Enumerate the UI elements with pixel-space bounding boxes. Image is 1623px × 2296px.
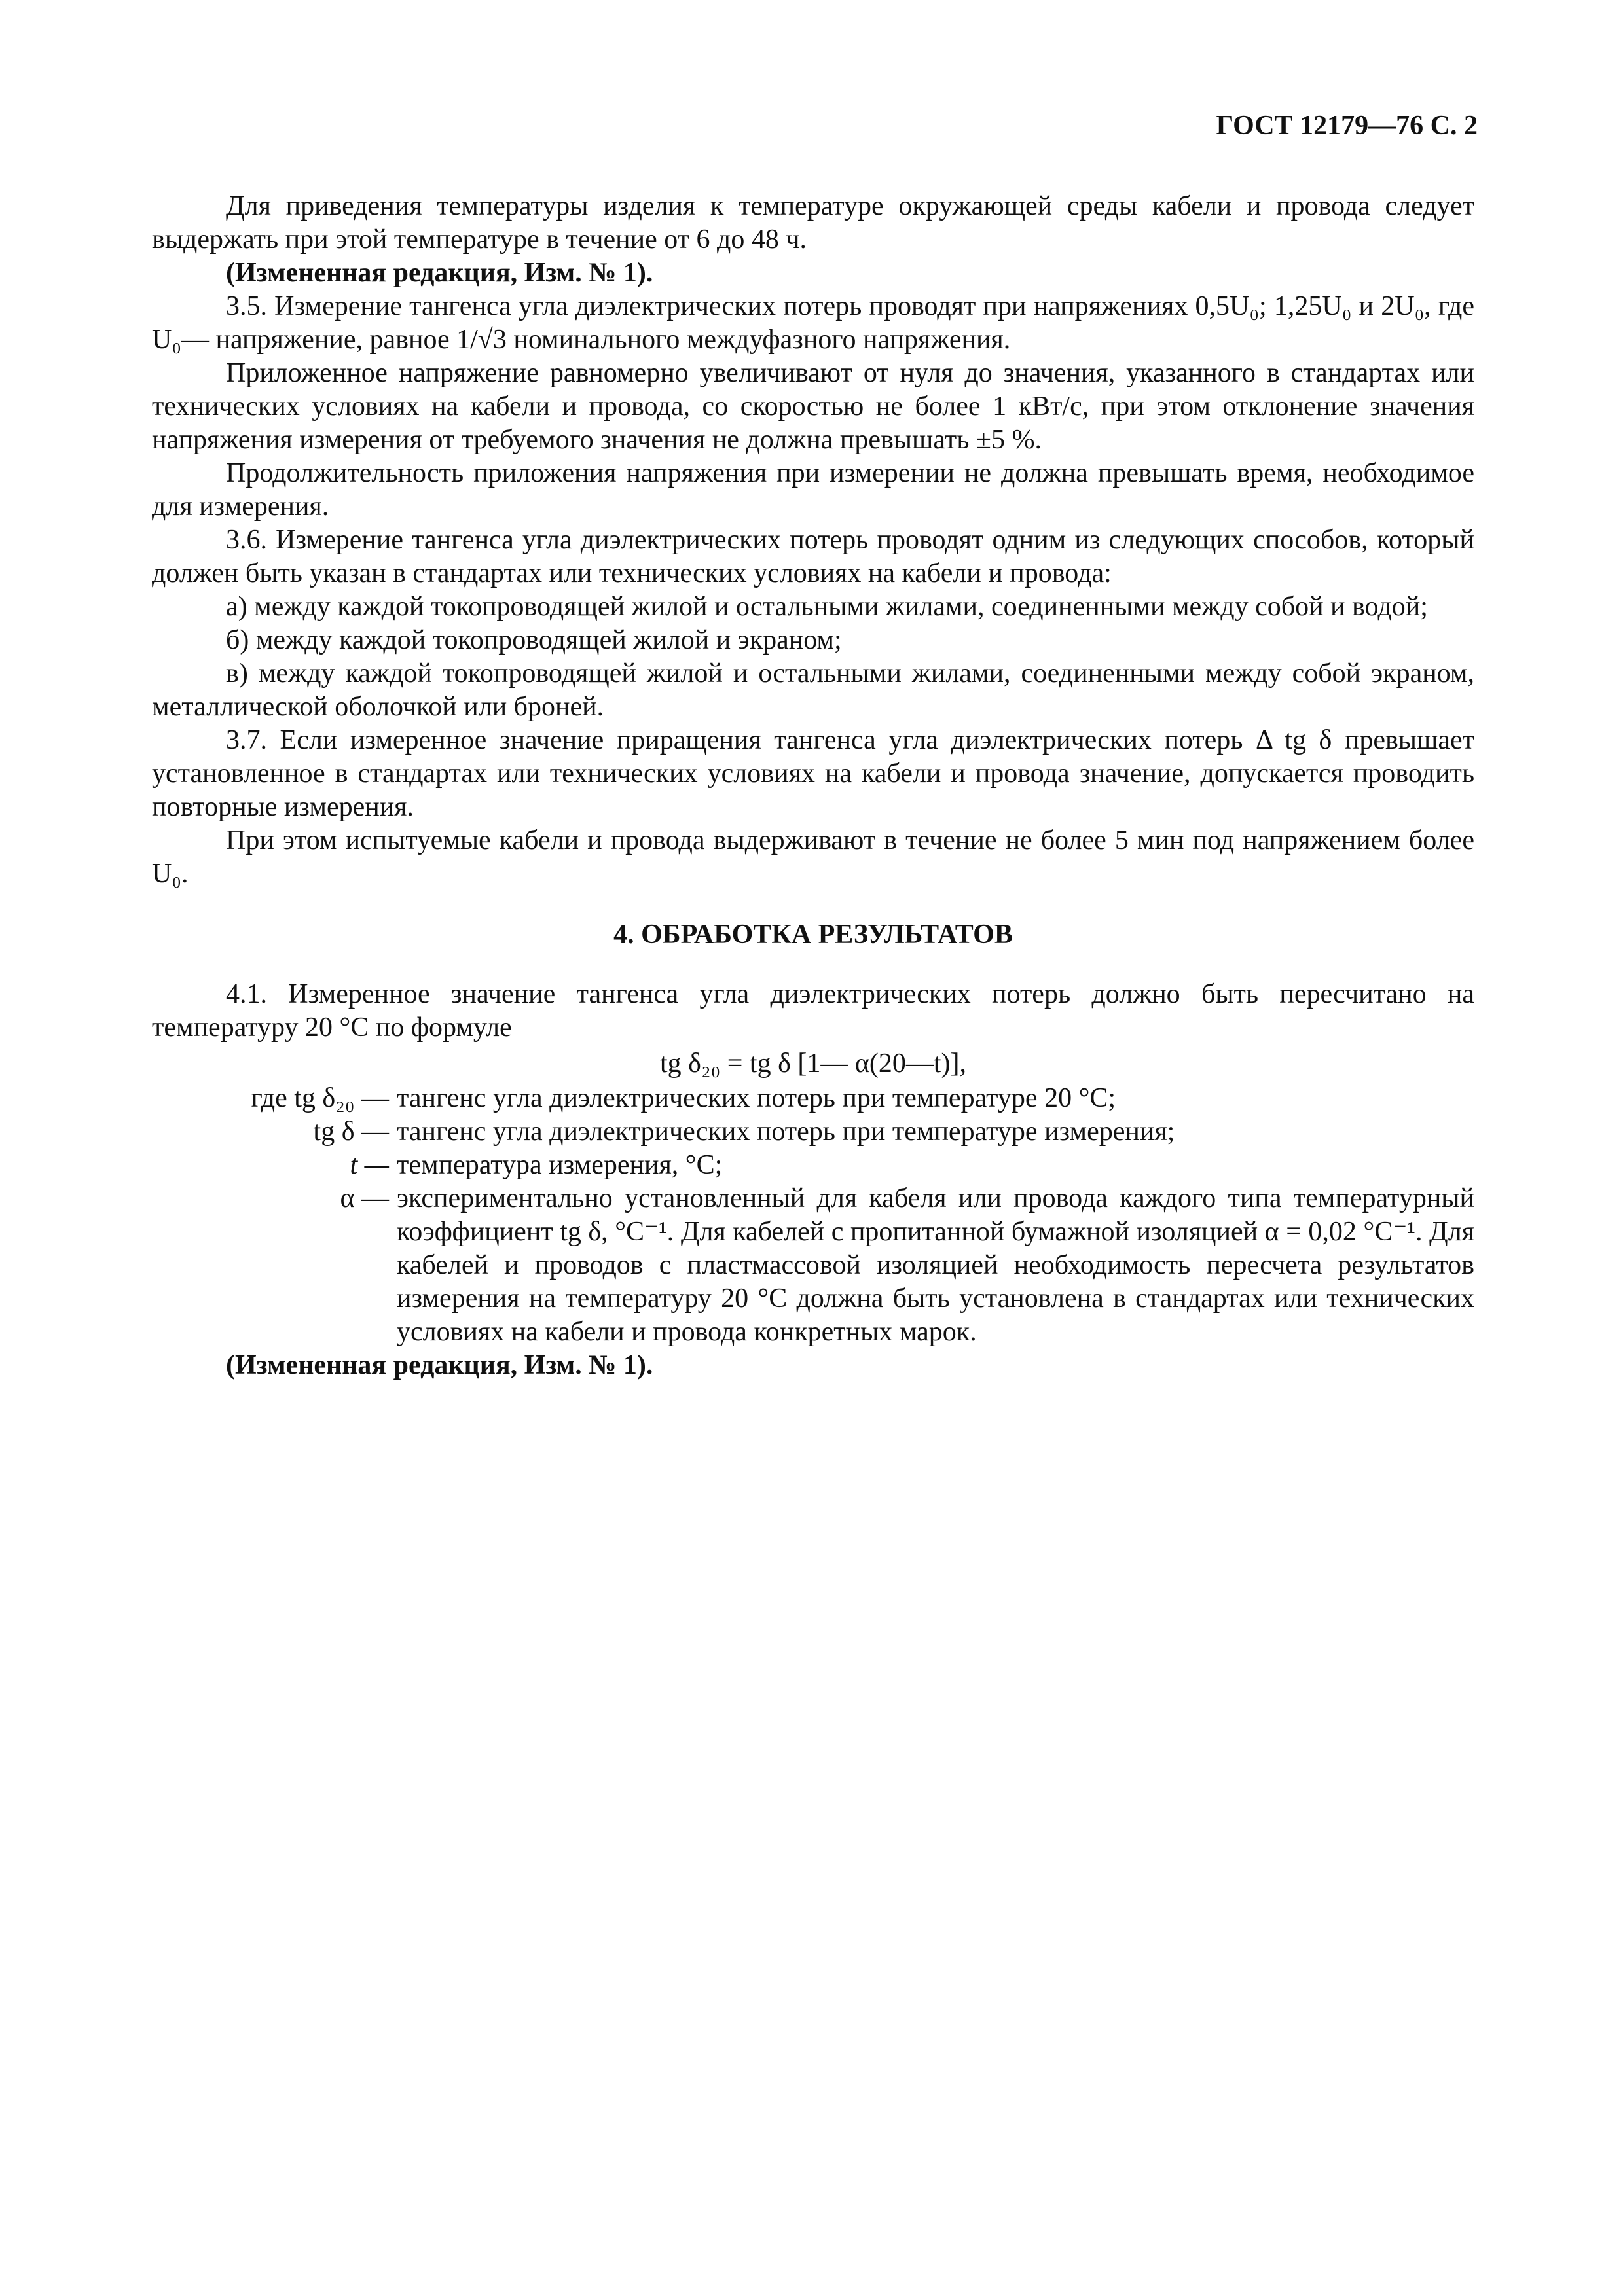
definition-row xyxy=(152,1182,1474,1349)
formula: tg δ₂₀ = tg δ [1— α(20—t)], xyxy=(659,1049,966,1079)
paragraph: Продолжительность приложения напряжения при измерении не должна превышать время, необходимое для измерения. xyxy=(152,458,1474,522)
paragraph: При этом испытуемые кабели и провода выдерживают в течение не более 5 мин под напряжением более U₀. xyxy=(152,825,1474,889)
definition-term: α — xyxy=(340,1183,389,1213)
list-item-v: в) между каждой токопроводящей жилой и остальными жилами, соединенными между собой экраном, металлической оболочкой или броней. xyxy=(152,658,1474,722)
clause-3-5: 3.5. Измерение тангенса угла диэлектрических потерь проводят при напряжениях 0,5U₀; 1,25U₀ и 2U₀, где U₀— напряжение, равное 1/√3 номинального междуфазного напряжения. xyxy=(152,291,1474,355)
definition-term: t — xyxy=(350,1150,389,1180)
definition-text: температура измерения, °С; xyxy=(397,1150,723,1180)
definition-text: тангенс угла диэлектрических потерь при температуре 20 °С; xyxy=(397,1083,1116,1113)
page-header-doc-ref: ГОСТ 12179—76 С. 2 xyxy=(1216,111,1478,141)
list-item-b: б) между каждой токопроводящей жилой и экраном; xyxy=(226,625,842,655)
section-4-title: 4. ОБРАБОТКА РЕЗУЛЬТАТОВ xyxy=(613,920,1013,950)
definition-term: tg δ — xyxy=(313,1117,389,1147)
list-item-a: а) между каждой токопроводящей жилой и остальными жилами, соединенными между собой и водой; xyxy=(226,592,1428,622)
definition-row xyxy=(152,1149,1474,1182)
definition-row xyxy=(152,1082,1474,1115)
paragraph: Для приведения температуры изделия к температуре окружающей среды кабели и провода следует выдержать при этой температуре в течение от 6 до 48 ч. xyxy=(152,191,1474,255)
definition-text: тангенс угла диэлектрических потерь при температуре измерения; xyxy=(397,1117,1175,1147)
amendment-note: (Измененная редакция, Изм. № 1). xyxy=(226,258,653,288)
clause-3-7: 3.7. Если измеренное значение приращения тангенса угла диэлектрических потерь Δ tg δ превышает установленное в стандартах или технических условиях на кабели и провода значение, допускается проводить повторные измерения. xyxy=(152,725,1474,822)
clause-3-6: 3.6. Измерение тангенса угла диэлектрических потерь проводят одним из следующих способов, который должен быть указан в стандартах или технических условиях на кабели и провода: xyxy=(152,525,1474,588)
definition-text: экспериментально установленный для кабеля или провода каждого типа температурный коэффициент tg δ, °С⁻¹. Для кабелей с пропитанной бумажной изоляцией α = 0,02 °С⁻¹. Для кабелей и проводов с пластмассовой изоляцией необходимость пересчета результатов измерения на температуру 20 °С должна быть установлена в стандартах или технических условиях на кабели и провода конкретных марок. xyxy=(397,1183,1474,1347)
clause-4-1: 4.1. Измеренное значение тангенса угла диэлектрических потерь должно быть пересчитано на температуру 20 °С по формуле xyxy=(152,979,1474,1043)
amendment-note: (Измененная редакция, Изм. № 1). xyxy=(226,1350,653,1380)
definition-row xyxy=(152,1115,1474,1149)
formula-definitions xyxy=(152,1082,1474,1349)
document-body xyxy=(152,190,1474,1382)
paragraph: Приложенное напряжение равномерно увеличивают от нуля до значения, указанного в стандартах или технических условиях на кабели и провода, со скоростью не более 1 кВт/с, при этом отклонение значения напряжения измерения от требуемого значения не должна превышать ±5 %. xyxy=(152,358,1474,455)
definition-term: где tg δ₂₀ — xyxy=(251,1083,389,1113)
